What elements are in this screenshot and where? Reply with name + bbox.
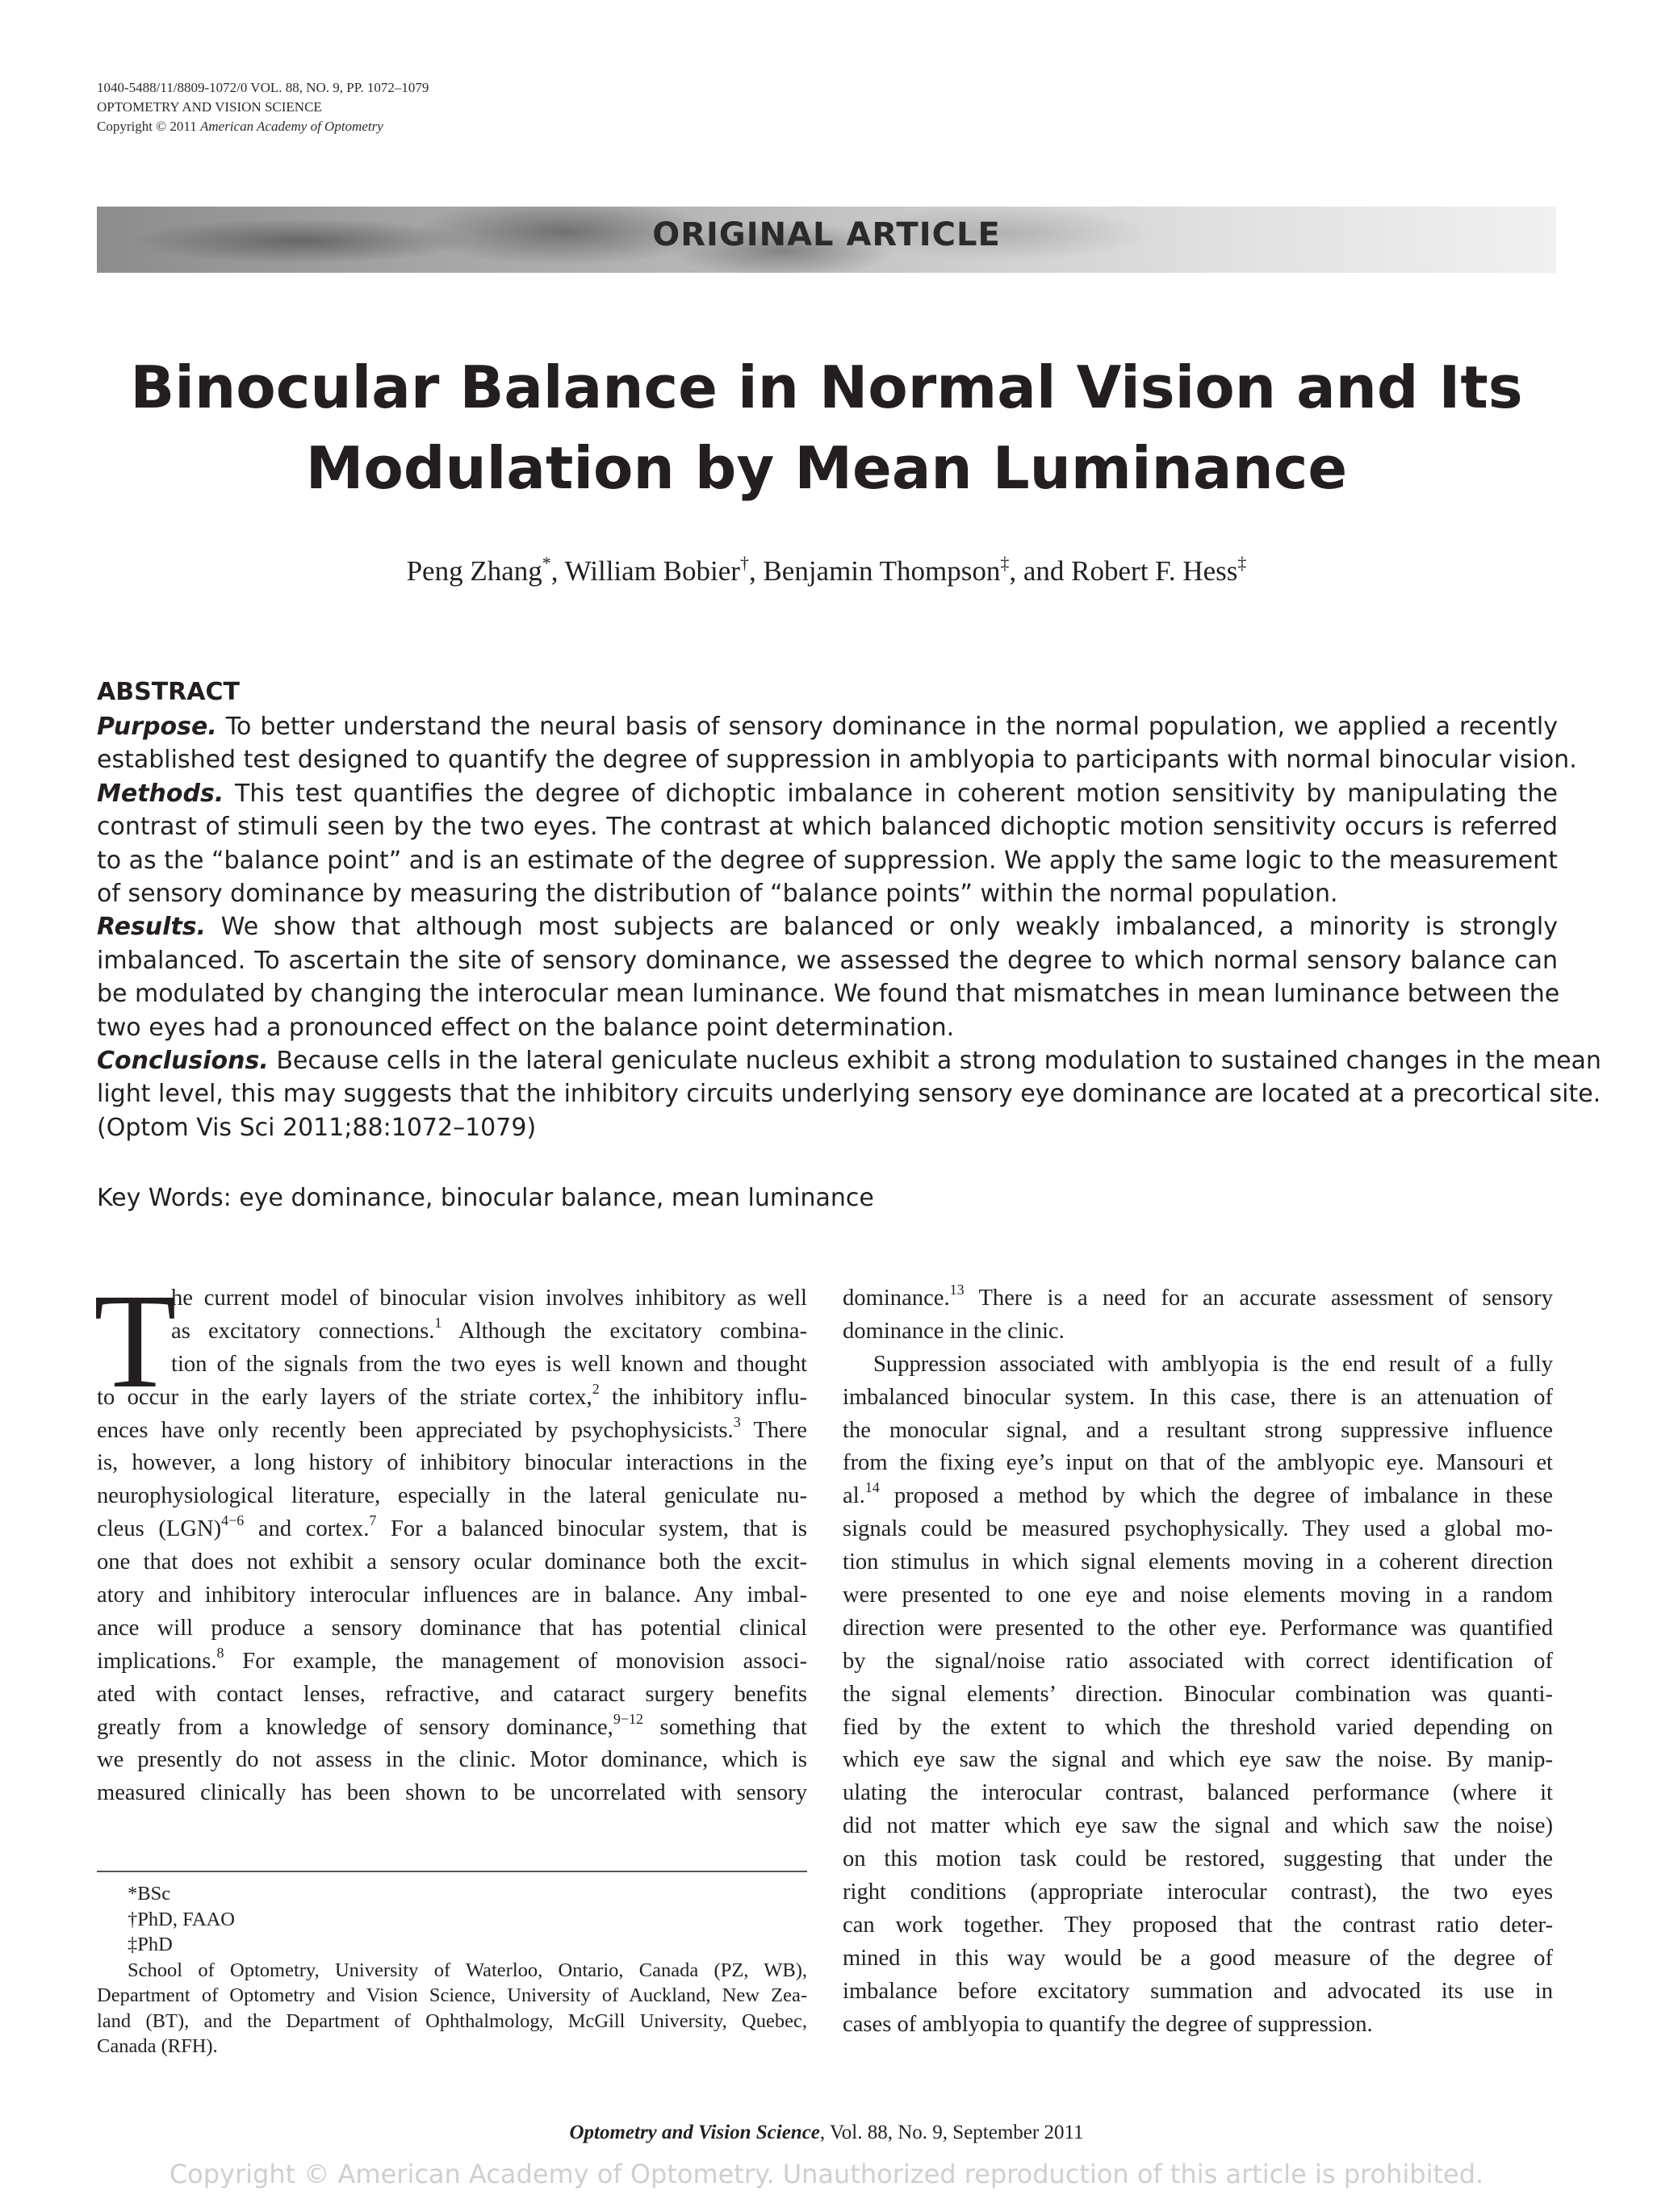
title-line-2: Modulation by Mean Luminance	[305, 434, 1348, 502]
footnotes	[97, 1881, 807, 2059]
body-line: mined in this way would be a good measure of the degree of	[843, 1945, 1553, 1971]
body-line: did not matter which eye saw the signal and which saw the noise)	[843, 1813, 1553, 1839]
body-line: the monocular signal, and a resultant strong suppressive influence	[843, 1417, 1553, 1443]
body-line: he current model of binocular vision involves inhibitory as well	[171, 1286, 807, 1311]
reference-mark: 9−12	[613, 1710, 643, 1727]
page-footer	[97, 2122, 1556, 2144]
body-line: fied by the extent to which the threshold varied depending on	[843, 1714, 1553, 1740]
title-line-1: Binocular Balance in Normal Vision and Its	[130, 353, 1523, 421]
body-line: direction were presented to the other eye. Performance was quantified	[843, 1615, 1553, 1641]
affiliation-line: Department of Optometry and Vision Science, University of Auckland, New Zea-	[97, 1984, 807, 2006]
body-left-column	[94, 1266, 807, 1810]
body-line: were presented to one eye and noise elements moving in a random	[843, 1583, 1553, 1608]
body-line: imbalanced binocular system. In this case, there is an attenuation of	[843, 1384, 1553, 1410]
body-line: which eye saw the signal and which eye saw the noise. By manip-	[843, 1747, 1553, 1773]
drop-cap: T	[94, 1266, 177, 1416]
author-mark: ‡	[1237, 553, 1247, 573]
abstract-heading: ABSTRACT	[97, 678, 240, 706]
abstract	[97, 675, 1601, 1144]
reference-mark: 3	[733, 1413, 741, 1430]
footnote-divider	[97, 1871, 807, 1872]
article-type-label: ORIGINAL ARTICLE	[652, 216, 1001, 253]
body-line: al.$^{14}$ proposed a method by which the degree of imbalance in these	[843, 1479, 1553, 1509]
reference-mark: 1	[434, 1314, 442, 1331]
body-line: tion stimulus in which signal elements moving in a coherent direction	[843, 1549, 1553, 1575]
reference-mark: 4−6	[221, 1512, 245, 1529]
body-line: neurophysiological literature, especially in the lateral geniculate nu-	[97, 1483, 807, 1509]
methods-label: Methods.	[97, 779, 224, 808]
body-line: tion of the signals from the two eyes is well known and thought	[171, 1351, 807, 1377]
body-line: greatly from a knowledge of sensory dominance,$^{9-12}$ something that	[97, 1710, 807, 1740]
body-line: on this motion task could be restored, suggesting that under the	[843, 1846, 1553, 1872]
reference-mark: 13	[949, 1282, 965, 1298]
reference-mark: 14	[864, 1479, 880, 1496]
journal-name-line: OPTOMETRY AND VISION SCIENCE	[97, 99, 322, 115]
footer-issue: , Vol. 88, No. 9, September 2011	[819, 2122, 1084, 2143]
abstract-line: of sensory dominance by measuring the distribution of “balance points” within the normal population.	[97, 879, 1338, 908]
body-line: ance will produce a sensory dominance that has potential clinical	[97, 1615, 807, 1641]
author-name: Robert F. Hess	[1071, 555, 1238, 587]
body-line: ated with contact lenses, refractive, and cataract surgery benefits	[97, 1681, 807, 1707]
body-line: measured clinically has been shown to be uncorrelated with sensory	[97, 1780, 807, 1806]
author-list: Peng Zhang*, William Bobier†, Benjamin Thompson‡, and Robert F. Hess‡	[406, 553, 1247, 587]
body-line: imbalance before excitatory summation and advocated its use in	[843, 1978, 1553, 2004]
body-line: cleus (LGN)$^{4-6}$ and cortex.$^7$ For a balanced binocular system, that is	[97, 1512, 807, 1542]
body-line: by the signal/noise ratio associated with correct identification of	[843, 1648, 1553, 1674]
abstract-line: contrast of stimuli seen by the two eyes. The contrast at which balanced dichoptic motion sensitivity occurs is referred	[97, 813, 1558, 842]
abstract-line: light level, this may suggests that the inhibitory circuits underlying sensory eye dominance are located at a precortical site.	[97, 1080, 1601, 1109]
body-line: cases of amblyopia to quantify the degree of suppression.	[843, 2011, 1373, 2037]
conclusions-label: Conclusions.	[97, 1046, 269, 1075]
purpose-label: Purpose.	[97, 713, 217, 741]
abstract-line: imbalanced. To ascertain the site of sensory dominance, we assessed the degree to which normal sensory balance can	[97, 946, 1558, 975]
body-line: we presently do not assess in the clinic. Motor dominance, which is	[97, 1747, 807, 1773]
body-line: ulating the interocular contrast, balanced performance (where it	[843, 1780, 1553, 1806]
abstract-line: to as the “balance point” and is an estimate of the degree of suppression. We apply the same logic to the measurement	[97, 846, 1558, 875]
body-right-column	[843, 1282, 1553, 2041]
reference-mark: 7	[369, 1512, 377, 1529]
volume-line: 1040-5488/11/8809-1072/0 VOL. 88, NO. 9, PP. 1072–1079	[97, 80, 429, 95]
abstract-line: be modulated by changing the interocular mean luminance. We found that mismatches in mean luminance between the	[97, 980, 1560, 1009]
footnote-degree: †PhD, FAAO	[128, 1908, 235, 1930]
author-name: William Bobier	[564, 555, 740, 587]
body-line: one that does not exhibit a sensory ocular dominance both the excit-	[97, 1549, 807, 1575]
body-line: from the fixing eye’s input on that of the amblyopic eye. Mansouri et	[843, 1450, 1553, 1476]
abstract-citation: (Optom Vis Sci 2011;88:1072–1079)	[97, 1113, 537, 1142]
footnote-degree: ‡PhD	[128, 1934, 173, 1955]
footnote-degree: *BSc	[128, 1883, 171, 1905]
abstract-line: two eyes had a pronounced effect on the balance point determination.	[97, 1013, 955, 1042]
abstract-line: established test designed to quantify the degree of suppression in amblyopia to participants with normal binocular vision.	[97, 746, 1577, 775]
results-label: Results.	[97, 913, 207, 942]
body-line: ences have only recently been appreciated by psychophysicists.$^3$ There	[97, 1413, 807, 1443]
copyright-line: Copyright © 2011 American Academy of Optometry	[97, 119, 383, 134]
author-name: Benjamin Thompson	[763, 555, 1001, 587]
abstract-line: Conclusions. Because cells in the lateral geniculate nucleus exhibit a strong modulation to sustained changes in the mean	[97, 1046, 1601, 1075]
article-type-banner	[97, 207, 1556, 273]
reference-mark: 8	[216, 1644, 224, 1661]
footer-journal: Optometry and Vision Science	[569, 2122, 820, 2143]
reference-mark: 2	[592, 1380, 600, 1397]
body-line: to occur in the early layers of the striate cortex,$^2$ the inhibitory influ-	[97, 1380, 807, 1410]
body-line: dominance.$^{13}$ There is a need for an accurate assessment of sensory	[843, 1282, 1553, 1311]
body-line: is, however, a long history of inhibitory binocular interactions in the	[97, 1450, 807, 1476]
body-line: can work together. They proposed that the contrast ratio deter-	[843, 1912, 1553, 1938]
body-line: Suppression associated with amblyopia is the end result of a fully	[873, 1351, 1553, 1377]
abstract-line: Methods. This test quantifies the degree of dichoptic imbalance in coherent motion sensitivity by manipulating the	[97, 779, 1558, 808]
author-name: Peng Zhang	[406, 555, 542, 587]
body-line: signals could be measured psychophysically. They used a global mo-	[843, 1516, 1553, 1542]
body-line: implications.$^8$ For example, the management of monovision associ-	[97, 1644, 807, 1674]
body-line: atory and inhibitory interocular influences are in balance. Any imbal-	[97, 1583, 807, 1608]
abstract-line: Purpose. To better understand the neural basis of sensory dominance in the normal population, we applied a recently	[97, 713, 1558, 741]
author-mark: †	[739, 553, 749, 573]
journal-header	[97, 78, 429, 136]
author-mark: ‡	[1000, 553, 1010, 573]
affiliation-line: School of Optometry, University of Waterloo, Ontario, Canada (PZ, WB),	[128, 1959, 807, 1981]
affiliation-line: Canada (RFH).	[97, 2035, 218, 2057]
body-line: right conditions (appropriate interocular contrast), the two eyes	[843, 1880, 1553, 1905]
affiliation-line: land (BT), and the Department of Ophthalmology, McGill University, Quebec,	[97, 2009, 807, 2032]
copyright-watermark: Copyright © American Academy of Optometry. Unauthorized reproduction of this article is prohibited.	[169, 2159, 1484, 2189]
key-words: Key Words: eye dominance, binocular balance, mean luminance	[97, 1184, 874, 1212]
body-line: dominance in the clinic.	[843, 1318, 1065, 1344]
body-line: the signal elements’ direction. Binocular combination was quanti-	[843, 1681, 1553, 1707]
abstract-line: Results. We show that although most subjects are balanced or only weakly imbalanced, a minority is strongly	[97, 913, 1558, 942]
body-line: as excitatory connections.$^1$ Although the excitatory combina-	[171, 1314, 807, 1344]
article-title	[97, 347, 1556, 508]
author-mark: *	[542, 553, 551, 573]
